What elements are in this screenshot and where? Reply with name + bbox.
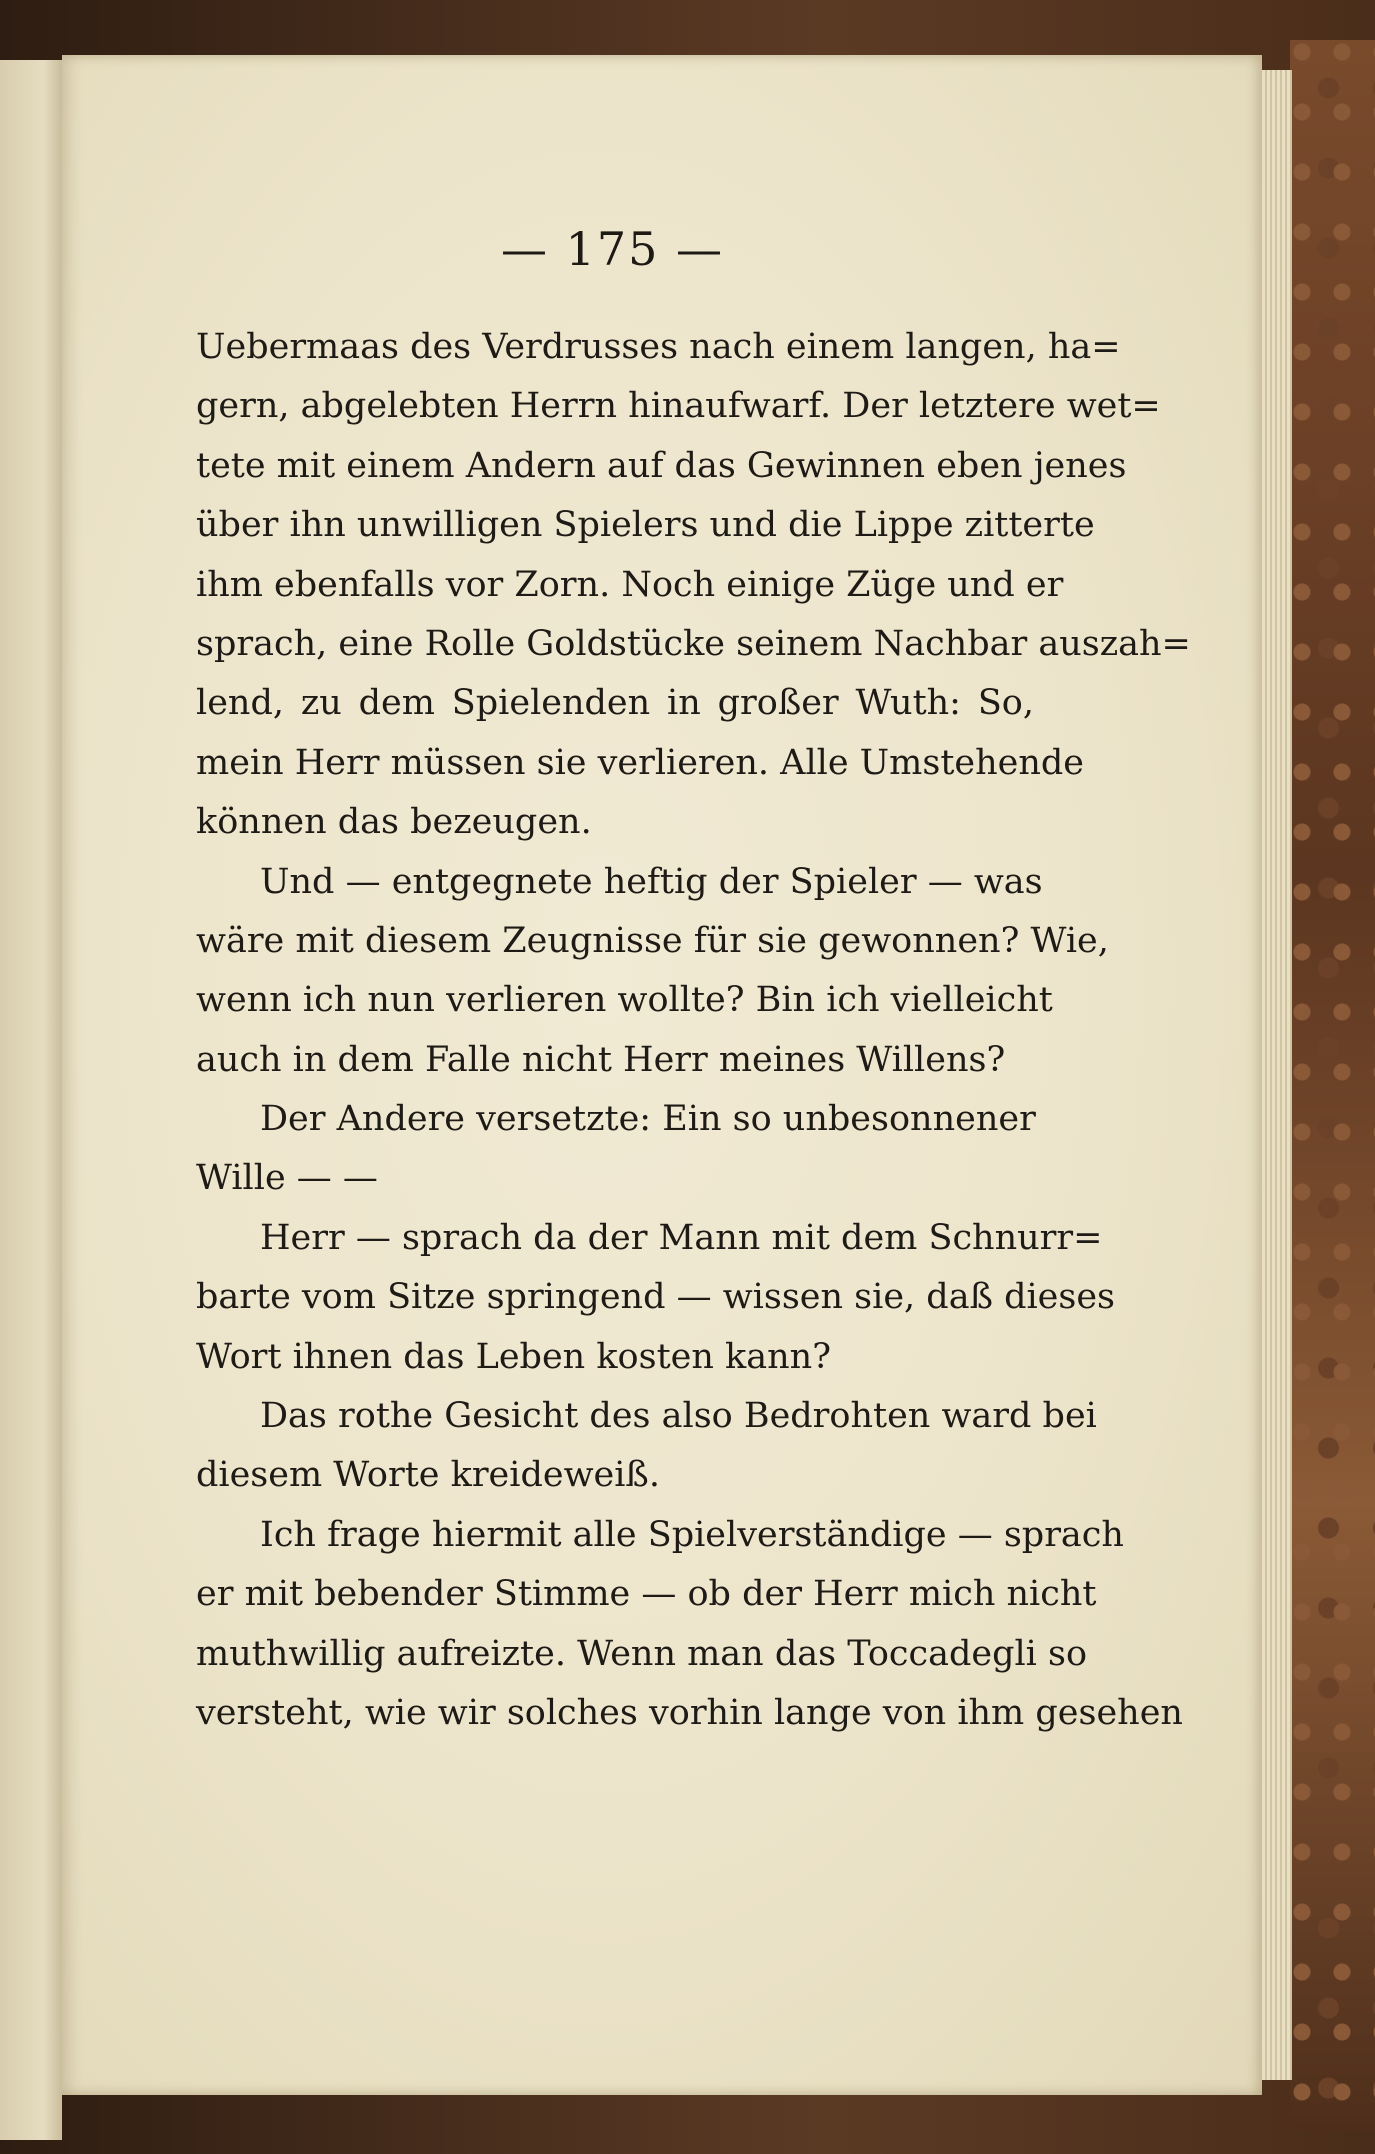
- text-line: Das rothe Gesicht des also Bedrohten ward bei: [260, 1396, 1097, 1437]
- text-line: können das bezeugen.: [196, 802, 592, 843]
- text-line: Und — entgegnete heftig der Spieler — was: [260, 861, 1043, 902]
- text-line: mein Herr müssen sie verlieren. Alle Umstehende: [196, 742, 1085, 783]
- text-line: lend, zu dem Spielenden in großer Wuth: So,: [196, 683, 1034, 724]
- text-line: sprach, eine Rolle Goldstücke seinem Nachbar auszah=: [196, 623, 1191, 664]
- text-line: Der Andere versetzte: Ein so unbesonnener: [260, 1099, 1036, 1140]
- text-line: Wort ihnen das Leben kosten kann?: [196, 1336, 831, 1377]
- page-number: — 175 —: [500, 222, 725, 276]
- text-line: Uebermaas des Verdrusses nach einem langen, ha=: [196, 327, 1121, 367]
- text-line: Ich frage hiermit alle Spielverständige — sprach: [260, 1514, 1124, 1555]
- text-line: auch in dem Falle nicht Herr meines Willens?: [196, 1039, 1006, 1080]
- text-line: Herr — sprach da der Mann mit dem Schnurr=: [260, 1217, 1103, 1258]
- text-line: Wille — —: [196, 1158, 378, 1199]
- page-edges: [1262, 70, 1292, 2080]
- text-line: über ihn unwilligen Spielers und die Lippe zitterte: [196, 505, 1095, 546]
- text-line: tete mit einem Andern auf das Gewinnen eben jenes: [196, 445, 1127, 486]
- text-line: wenn ich nun verlieren wollte? Bin ich vielleicht: [196, 980, 1053, 1021]
- body-text: [196, 318, 1191, 1743]
- text-line: barte vom Sitze springend — wissen sie, daß dieses: [196, 1277, 1116, 1318]
- text-line: wäre mit diesem Zeugnisse für sie gewonnen? Wie,: [196, 920, 1109, 961]
- text-line: er mit bebender Stimme — ob der Herr mich nicht: [196, 1574, 1097, 1615]
- text-line: ihm ebenfalls vor Zorn. Noch einige Züge und er: [196, 564, 1064, 605]
- text-line: diesem Worte kreideweiß.: [196, 1455, 660, 1496]
- book-binding: [1290, 40, 1375, 2130]
- facing-page-edge: [0, 60, 62, 2140]
- text-line: versteht, wie wir solches vorhin lange von ihm gesehen: [196, 1692, 1183, 1733]
- text-line: muthwillig aufreizte. Wenn man das Toccadegli so: [196, 1633, 1088, 1674]
- text-line: gern, abgelebten Herrn hinaufwarf. Der letztere wet=: [196, 386, 1161, 427]
